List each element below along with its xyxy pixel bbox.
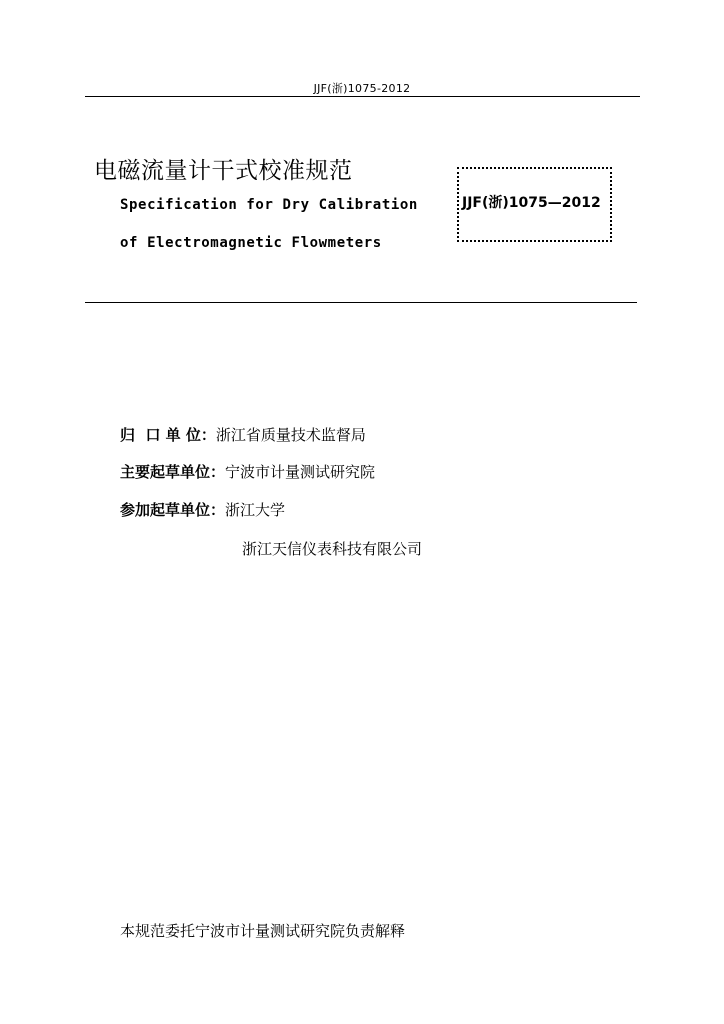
- participating-unit-row-2: [242, 538, 422, 559]
- participating-unit-row: [120, 499, 285, 520]
- responsible-unit-row: [120, 424, 366, 445]
- title-divider: [85, 302, 637, 303]
- main-drafting-unit-value: 宁波市计量测试研究院: [225, 463, 376, 481]
- responsible-unit-label: 归 口 单 位：: [120, 426, 216, 444]
- standard-code-box-text: JJF(浙)1075—2012: [462, 195, 601, 211]
- participating-unit-label: 参加起草单位：: [120, 501, 226, 519]
- title-english-line2: of Electromagnetic Flowmeters: [120, 235, 382, 251]
- title-english-line1: Specification for Dry Calibration: [120, 197, 418, 213]
- participating-unit-value-2: 浙江天信仪表科技有限公司: [242, 540, 423, 558]
- title-chinese: 电磁流量计干式校准规范: [94, 158, 353, 184]
- header-standard-code: JJF(浙)1075-2012: [313, 82, 411, 95]
- header-divider: [85, 96, 640, 97]
- interpretation-note: 本规范委托宁波市计量测试研究院负责解释: [120, 922, 406, 940]
- main-drafting-unit-label: 主要起草单位：: [120, 463, 226, 481]
- participating-unit-value-1: 浙江大学: [225, 501, 286, 519]
- main-drafting-unit-row: [120, 461, 375, 482]
- responsible-unit-value: 浙江省质量技术监督局: [215, 426, 366, 444]
